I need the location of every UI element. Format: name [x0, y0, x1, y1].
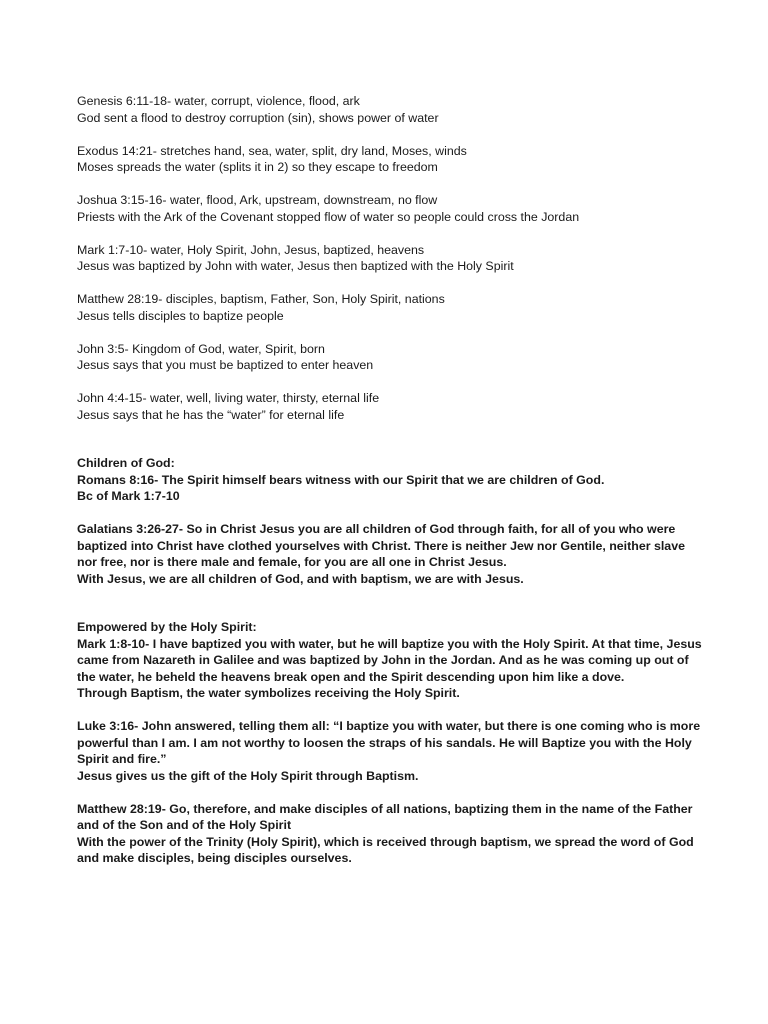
cross-reference-note: Bc of Mark 1:7-10: [77, 489, 180, 503]
matthew-block: [77, 801, 727, 867]
matthew-note: With the power of the Trinity (Holy Spirit), which is received through baptism, we spread the word of God and make disciples, being disciples ourselves.: [77, 834, 694, 865]
document-page: [77, 93, 727, 883]
entry-reference: Exodus 14:21- stretches hand, sea, water, split, dry land, Moses, winds: [77, 143, 467, 158]
galatians-note: With Jesus, we are all children of God, and with baptism, we are with Jesus.: [77, 571, 524, 586]
luke-note: Jesus gives us the gift of the Holy Spirit through Baptism.: [77, 768, 419, 783]
luke-block: [77, 718, 727, 784]
galatians-verse: Galatians 3:26-27- So in Christ Jesus you are all children of God through faith, for all of you who were baptized into Christ have clothed yourselves with Christ. There is neither Jew nor Gentile, neither slave nor free, nor is there male and female, for you are all one in Christ Jesus.: [77, 522, 685, 569]
entry-reference: Joshua 3:15-16- water, flood, Ark, upstream, downstream, no flow: [77, 193, 438, 207]
mark-note: Through Baptism, the water symbolizes receiving the Holy Spirit.: [77, 686, 460, 700]
scripture-entry-john-4: [77, 390, 727, 423]
scripture-entry-genesis: [77, 93, 727, 126]
mark-block: [77, 619, 727, 702]
matthew-verse: Matthew 28:19- Go, therefore, and make disciples of all nations, baptizing them in the name of the Father and of the Son and of the Holy Spirit: [77, 801, 693, 832]
scripture-entry-exodus: [77, 143, 727, 176]
entry-summary: Jesus tells disciples to baptize people: [77, 308, 284, 323]
entry-reference: Genesis 6:11-18- water, corrupt, violence, flood, ark: [77, 94, 360, 108]
romans-verse: Romans 8:16- The Spirit himself bears witness with our Spirit that we are children of God.: [77, 472, 605, 487]
entry-reference: Mark 1:7-10- water, Holy Spirit, John, Jesus, baptized, heavens: [77, 242, 425, 257]
entry-reference: John 4:4-15- water, well, living water, thirsty, eternal life: [77, 391, 380, 405]
children-intro-block: [77, 455, 727, 505]
children-of-god-section: [77, 455, 727, 587]
section-heading: Children of God:: [77, 456, 175, 470]
section-heading: Empowered by the Holy Spirit:: [77, 620, 257, 634]
entry-reference: John 3:5- Kingdom of God, water, Spirit, born: [77, 341, 325, 356]
entry-summary: Priests with the Ark of the Covenant stopped flow of water so people could cross the Jordan: [77, 209, 580, 224]
entry-reference: Matthew 28:19- disciples, baptism, Father, Son, Holy Spirit, nations: [77, 292, 445, 306]
scripture-entry-joshua: [77, 192, 727, 225]
empowered-section: [77, 619, 727, 867]
luke-verse: Luke 3:16- John answered, telling them all: “I baptize you with water, but there is one coming who is more powerful than I am. I am not worthy to loosen the straps of his sandals. He will Baptize you with the Holy Spirit and fire.”: [77, 719, 701, 766]
scripture-entry-john-3: [77, 341, 727, 374]
scripture-entry-matthew: [77, 291, 727, 324]
entry-summary: Moses spreads the water (splits it in 2) so they escape to freedom: [77, 160, 438, 174]
mark-verse: Mark 1:8-10- I have baptized you with water, but he will baptize you with the Holy Spirit. At that time, Jesus came from Nazareth in Galilee and was baptized by John in the Jordan. And as he was coming up out of the water, he beheld the heavens break open and the Spirit descending upon him like a dove.: [77, 636, 702, 684]
entry-summary: Jesus says that you must be baptized to enter heaven: [77, 358, 374, 372]
entry-summary: God sent a flood to destroy corruption (sin), shows power of water: [77, 110, 439, 125]
scripture-entry-mark: [77, 242, 727, 275]
entry-summary: Jesus says that he has the “water” for eternal life: [77, 407, 345, 422]
galatians-block: [77, 521, 727, 587]
entry-summary: Jesus was baptized by John with water, Jesus then baptized with the Holy Spirit: [77, 259, 514, 273]
